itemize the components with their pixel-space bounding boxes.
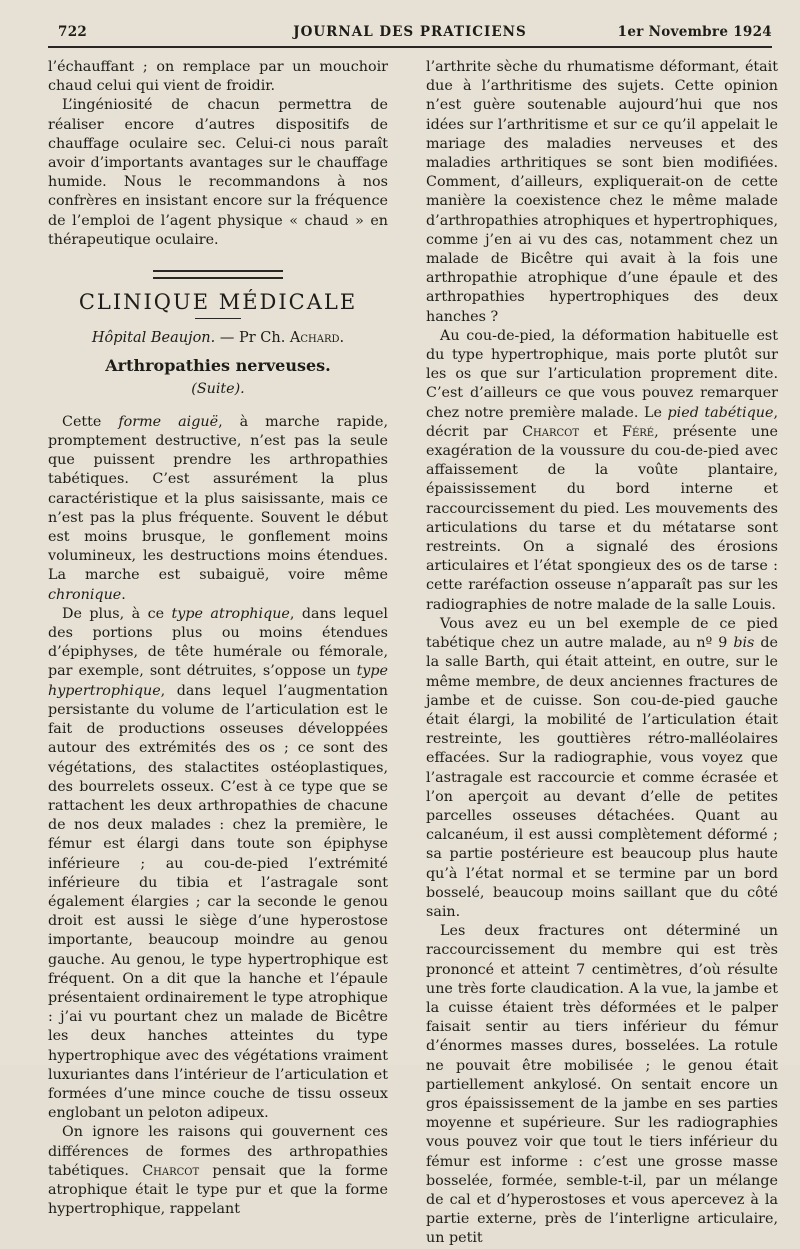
text-run: . — [121, 586, 126, 603]
text-run: Vous avez eu un bel exemple de ce pied tabétique chez un autre malade, au nº 9 — [426, 615, 778, 652]
italic-term: bis — [733, 635, 755, 652]
text-run: , décrit par — [426, 404, 778, 440]
text-run: , à marche rapide, promptement destructive, n’est pas la seule que puissent prendre les arthropathies tabétiques. C’est assurément la plus caractéristique et la plus saisissante, mais ce n’est pas la plus fréquente. Souvent le début est moins brusque, le gonflement moins volumineux, les destructions moins étendues. La marche est subaiguë, voire même — [48, 413, 388, 584]
text-run: , présente une exagération de la voussure du cou-de-pied avec affaissement de la voûte plantaire, épaississement du bord interne et raccourcissement du pied. Les mouvements des articulations du tarse et du métatarse sont restreints. On a signalé des érosions articulaires et l’état spongieux des os de tarse : cette raréfaction osseuse n’apparaît pas sur les radiographies de notre malade de la salle Louis. — [426, 423, 778, 613]
byline-dash: — Pr Ch. — [215, 330, 290, 347]
paragraph — [426, 327, 778, 615]
paragraph — [426, 615, 778, 922]
article-continuation: (Suite). — [191, 380, 245, 397]
section-title: CLINIQUE MÉDICALE — [78, 290, 358, 315]
professor-name: Achard. — [289, 330, 345, 347]
paragraph: l’arthrite sèche du rhumatisme déformant, était due à l’arthritisme des sujets. Cette opinion n’est guère soutenable aujourd’hui que nos idées sur l’arthritisme et sur ce qu’il appelait le mariage des maladies nerveuses et des maladies arthritiques se sont bien modifiées. Comment, d’ailleurs, expliquerait-on de cette manière la coexistence chez le même malade d’arthropathies atrophiques et hypertrophiques, comme j’en ai vu des cas, notamment chez un malade de Bicêtre qui avait à la fois une arthropathie atrophique d’une épaule et des arthropathies hypertrophiques des deux hanches ? — [426, 59, 778, 325]
paragraph: Les deux fractures ont déterminé un raccourcissement du membre qui est très prononcé et atteint 7 centimètres, d’où résulte une très forte claudication. A la vue, la jambe et la cuisse étaient très déformées et le palper faisait sentir au tiers inférieur du fémur d’énormes masses dures, bosselées. La rotule ne pouvait être mobilisée ; le genou était partiellement ankylosé. On sentait encore un gros épaississement de la jambe en ses parties moyenne et supérieure. Sur les radiographies vous pouvez voir que tout le tiers inférieur du fémur est informe : c’est une grosse masse bosselée, formée, semble-t-il, par un mélange de cal et d’hyperostoses et vous apercevez à la partie externe, près de l’interligne articulaire, un petit — [426, 923, 778, 1247]
text-run: , dans lequel l’augmentation persistante du volume de l’articulation est le fait de productions osseuses développées autour des extrémités des os ; ce sont des végétations, des stalactites ostéoplastiques, des bourrelets osseux. C’est à ce type que se rattachent les deux arthropathies de chacune de nos deux malades : chez la première, le fémur est élargi dans toute son épiphyse inférieure ; au cou-de-pied l’extrémité inférieure du tibia et l’astragale sont également élargies ; car la seconde le genou droit est aussi le siège d’une hyperostose importante, beaucoup moindre au genou gauche. Au genou, le type hypertrophique est fréquent. On a dit que la hanche et l’épaule présentaient ordinairement le type atrophique : j’ai vu pourtant chez un malade de Bicêtre les deux hanches atteintes du type hypertrophique avec des végétations vraiment luxuriantes dans l’intérieur de l’articulation et formées d’une mince couche de tissu osseux englobant un peloton adipeux. — [48, 682, 388, 1122]
author-name: Charcot — [142, 1162, 200, 1179]
italic-term: type hypertrophique — [48, 663, 388, 699]
italic-term: type atrophique — [171, 605, 290, 622]
journal-title: JOURNAL DES PRATICIENS — [293, 24, 527, 40]
section-divider — [153, 270, 283, 279]
article-title: Arthropathies nerveuses. — [105, 356, 331, 376]
text-run: et — [579, 423, 623, 440]
italic-term: pied tabétique — [667, 404, 774, 421]
paragraph — [48, 605, 388, 1123]
author-name: Charcot — [522, 423, 580, 440]
page-header — [48, 22, 772, 46]
right-column — [426, 58, 778, 1249]
text-run: pensait que la forme atrophique était le type pur et que la forme hypertrophique, rappelant — [48, 1162, 388, 1218]
lecture-byline — [48, 329, 388, 348]
text-run: , dans lequel des portions plus ou moins étendues d’épiphyses, de tête humérale ou fémorale, par exemple, sont détruites, s’oppose un — [48, 605, 388, 680]
text-run: Au cou-de-pied, la déformation habituelle est du type hypertrophique, mais porte plutôt sur les os que sur l’articulation proprement dite. C’est d’ailleurs ce que vous pouvez remarquer chez notre première malade. Le — [426, 327, 778, 421]
italic-term: chronique — [48, 586, 122, 603]
paragraph: L’ingéniosité de chacun permettra de réaliser encore d’autres dispositifs de chauffage oculaire sec. Celui-ci nous paraît avoir d’importants avantages sur le chauffage humide. Nous le recommandons à nos confrères en insistant encore sur la fréquence de l’emploi de l’agent physique « chaud » en thérapeutique oculaire. — [48, 97, 388, 248]
text-run: de la salle Barth, qui était atteint, en outre, sur le même membre, de deux anciennes fractures de jambe et de cuisse. Son cou-de-pied gauche était élargi, la mobilité de l’articulation était restreinte, les gouttières rétro-malléolaires effacées. Sur la radiographie, vous voyez que l’astragale est raccourcie et comme écrasée et l’on aperçoit au devant d’elle de petites parcelles osseuses détachées. Quant au calcanéum, il est aussi complètement déformé ; sa partie postérieure est beaucoup plus haute qu’à l’état normal et se termine par un bord bosselé, beaucoup moins saillant que du côté sain. — [426, 635, 778, 920]
header-rule — [48, 46, 772, 48]
issue-date: 1er Novembre 1924 — [617, 24, 772, 40]
paragraph: l’échauffant ; on remplace par un mouchoir chaud celui qui vient de froidir. — [48, 59, 388, 95]
short-divider — [195, 318, 241, 319]
hospital-name: Hôpital Beaujon. — [91, 330, 216, 347]
author-name: Féré — [622, 423, 655, 440]
left-column — [48, 58, 388, 1219]
page-number: 722 — [58, 24, 88, 40]
italic-term: forme aiguë — [118, 413, 219, 430]
paragraph — [48, 1123, 388, 1219]
paragraph — [48, 413, 388, 605]
text-run: De plus, à ce — [62, 605, 172, 622]
text-run: Cette — [62, 413, 119, 430]
text-run: On ignore les raisons qui gouvernent ces différences de formes des arthropathies tabétiques. — [48, 1124, 388, 1179]
